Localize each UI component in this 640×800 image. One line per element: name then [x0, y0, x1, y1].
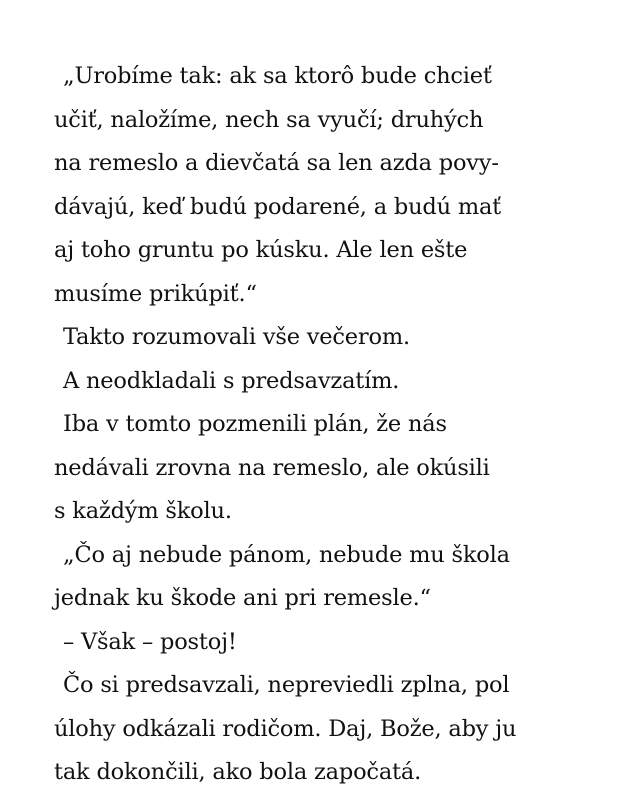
text-line: s každým školu. [54, 498, 232, 524]
text-line: na remeslo a dievčatá sa len azda povy- [54, 150, 499, 176]
text-line: tak dokončili, ako bola započatá. [54, 759, 422, 785]
text-line: aj toho gruntu po kúsku. Ale len ešte [54, 237, 468, 263]
text-line: musíme prikúpiť.“ [54, 280, 257, 307]
text-line: Iba v tomto pozmenili plán, že nás [63, 411, 447, 437]
text-line: úlohy odkázali rodičom. Daj, Bože, aby ju [54, 715, 517, 742]
text-line: Čo si predsavzali, nepreviedli zplna, pol [63, 672, 510, 698]
text-line: učiť, naložíme, nech sa vyučí; druhých [54, 106, 484, 133]
text-line: nedávali zrovna na remeslo, ale okúsili [54, 454, 490, 481]
text-line: jednak ku škode ani pri remesle.“ [54, 585, 431, 611]
text-line: – Však – postoj! [63, 628, 237, 655]
text-line: A neodkladali s predsavzatím. [63, 367, 400, 394]
text-line: Takto rozumovali vše večerom. [63, 324, 410, 350]
body-text [54, 55, 614, 795]
text-line: dávajú, keď budú podarené, a budú mať [54, 193, 502, 220]
text-line: „Urobíme tak: ak sa ktorô bude chcieť [63, 63, 492, 89]
text-line: „Čo aj nebude pánom, nebude mu škola [63, 541, 510, 568]
